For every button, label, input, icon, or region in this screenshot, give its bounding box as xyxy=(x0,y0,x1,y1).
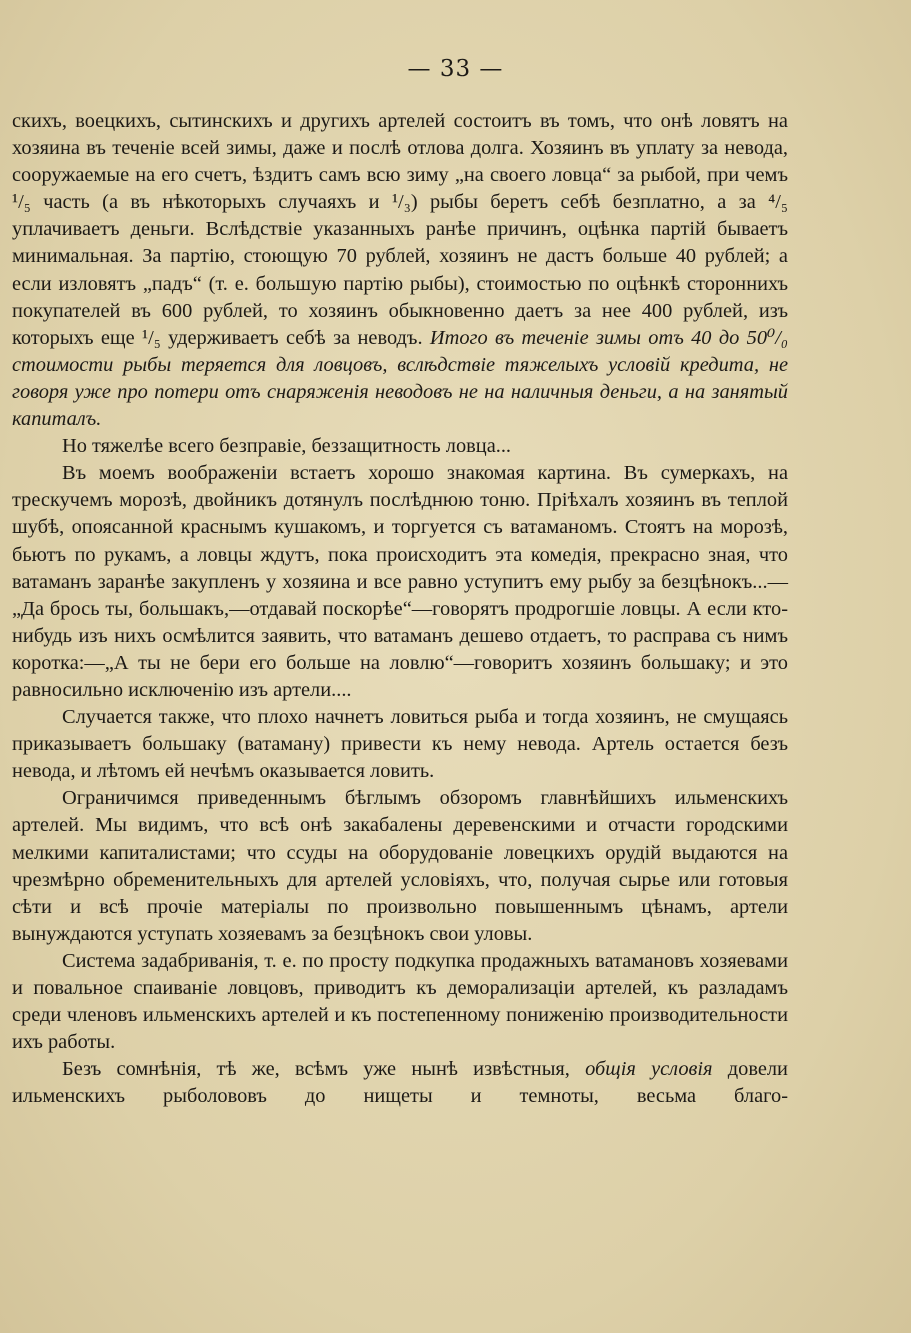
text-run: Система задабриванія, т. е. по просту подкупка продажныхъ ватамановъ хозяевами и повальное спаиваніе ловцовъ, приводитъ къ деморализаціи артелей, къ разладамъ среди членовъ ильменскихъ артелей и къ постепенному пониженію производительности ихъ работы. xyxy=(12,949,788,1054)
italic-text-run: Итого въ теченіе зимы отъ 40 до 50⁰/₀ стоимости рыбы теряется для ловцовъ, вслѣдствіе тяжелыхъ условій кредита, не говоря уже про потери отъ снаряженія неводовъ не на наличныя деньги, а на занятый капиталъ. xyxy=(12,326,788,431)
paragraph xyxy=(12,785,788,948)
paragraph xyxy=(12,460,788,704)
text-run: скихъ, воецкихъ, сытинскихъ и другихъ артелей состоитъ въ томъ, что онѣ ловятъ на хозяина въ теченіе всей зимы, даже и послѣ отлова долга. Хозяинъ въ уплату за невода, сооружаемые на его счетъ, ѣздитъ самъ всю зиму „на своего ловца“ за рыбой, при чемъ ¹/₅ часть (а въ нѣкоторыхъ случаяхъ и ¹/₃) рыбы беретъ себѣ безплатно, а за ⁴/₅ уплачиваетъ деньги. Вслѣдствіе указанныхъ ранѣе причинъ, оцѣнка партій бываетъ минимальная. За партію, стоющую 70 рублей, хозяинъ не дастъ больше 40 рублей; а если изловятъ „падъ“ (т. е. большую партію рыбы), стоимостью по оцѣнкѣ стороннихъ покупателей въ 600 рублей, то хозяинъ обыкновенно даетъ за нее 400 рублей, изъ которыхъ еще ¹/₅ удерживаетъ себѣ за неводъ. xyxy=(12,110,788,349)
text-run: Безъ сомнѣнія, тѣ же, всѣмъ уже нынѣ извѣстныя, xyxy=(62,1058,586,1081)
text-run: Въ моемъ воображеніи встаетъ хорошо знакомая картина. Въ сумеркахъ, на трескучемъ морозѣ, двойникъ дотянулъ послѣднюю тоню. Пріѣхалъ хозяинъ въ теплой шубѣ, опоясанной краснымъ кушакомъ, и торгуется съ ватаманомъ. Стоятъ на морозѣ, бьютъ по рукамъ, а ловцы ждутъ, пока происходитъ эта комедія, прекрасно зная, что ватаманъ заранѣе закупленъ у хозяина и все равно уступитъ ему рыбу за безцѣнокъ...—„Да брось ты, большакъ,—отдавай поскорѣе“—говорятъ продрогшіе ловцы. А если кто-нибудь изъ нихъ осмѣлится заявить, что ватаманъ дешево отдаетъ, то расправа съ нимъ коротка:—„А ты не бери его больше на ловлю“—говоритъ хозяинъ большаку; и это равносильно исключенію изъ артели.... xyxy=(12,462,788,701)
page-number: — 33 — xyxy=(407,56,504,82)
body-text xyxy=(12,108,788,1110)
text-run: Случается также, что плохо начнетъ ловиться рыба и тогда хозяинъ, не смущаясь приказываетъ большаку (ватаману) привести къ нему невода. Артель остается безъ невода, и лѣтомъ ей нечѣмъ оказывается ловить. xyxy=(12,706,788,783)
paragraph xyxy=(12,433,788,460)
text-run: довели ильменскихъ рыболововъ до нищеты и темноты, весьма благо- xyxy=(12,1058,788,1108)
paragraph xyxy=(12,948,788,1056)
paragraph xyxy=(12,108,788,433)
paragraph xyxy=(12,704,788,785)
text-run: Ограничимся приведеннымъ бѣглымъ обзоромъ главнѣйшихъ ильменскихъ артелей. Мы видимъ, что всѣ онѣ закабалены деревенскими и отчасти городскими мелкими капиталистами; что ссуды на оборудованіе ловецкихъ орудій выдаются на чрезмѣрно обременительныхъ для артелей условіяхъ, что, получая сырье или готовыя сѣти и всѣ прочіе матеріалы по произвольно повышеннымъ цѣнамъ, артели вынуждаются уступать хозяевамъ за безцѣнокъ свои уловы. xyxy=(12,787,788,945)
italic-text-run: общія условія xyxy=(585,1058,713,1081)
text-run: Но тяжелѣе всего безправіе, беззащитность ловца... xyxy=(62,435,512,458)
paragraph xyxy=(12,1056,788,1110)
